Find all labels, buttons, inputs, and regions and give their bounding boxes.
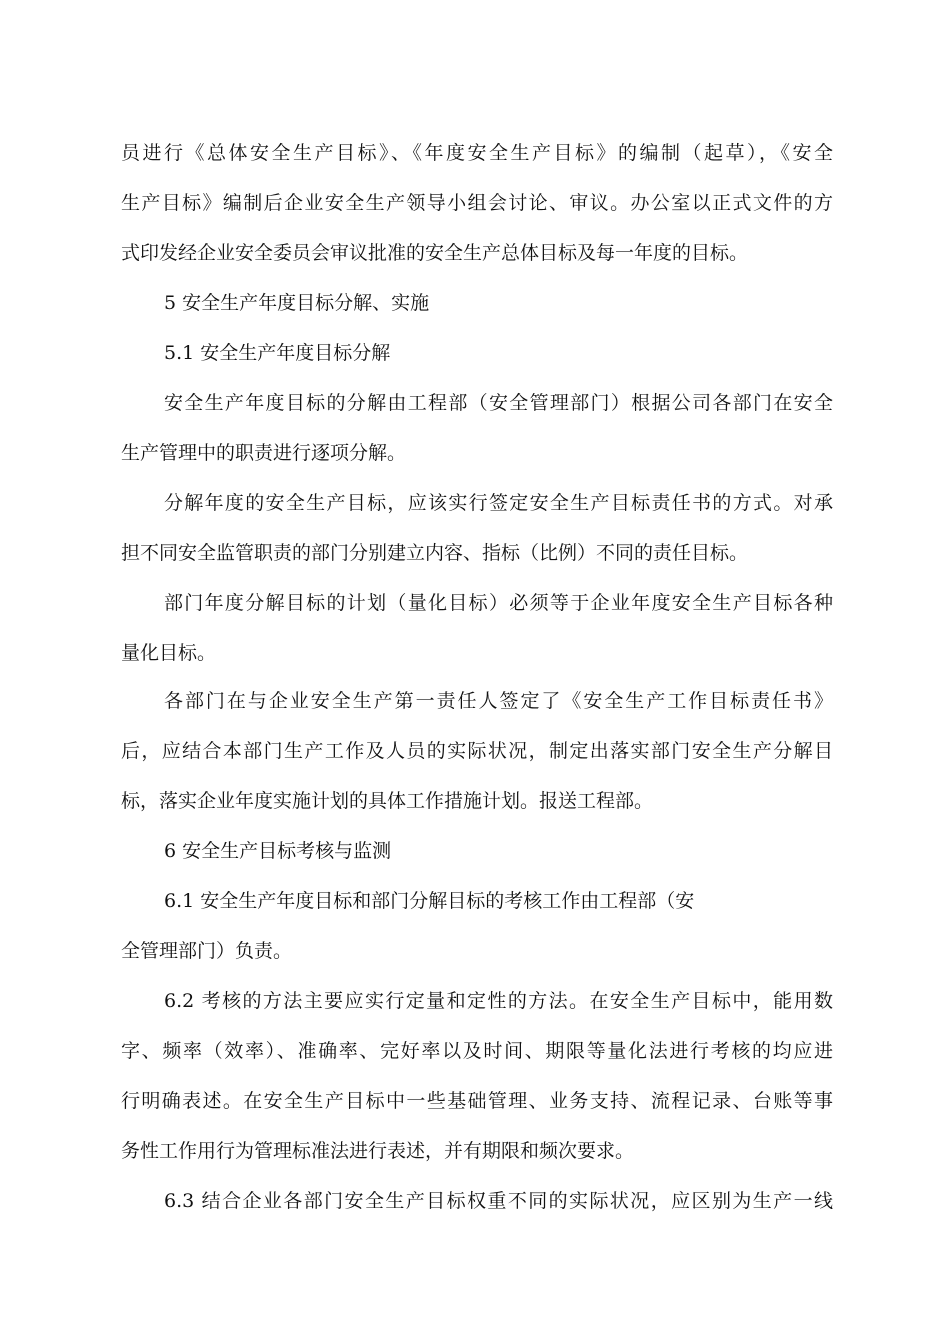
paragraph-line: 6.2 考核的方法主要应实行定量和定性的方法。在安全生产目标中，能用数 [164, 990, 833, 1012]
subsection-heading: 5.1 安全生产年度目标分解 [164, 342, 391, 364]
paragraph-line: 后，应结合本部门生产工作及人员的实际状况，制定出落实部门安全生产分解目 [121, 740, 833, 762]
paragraph-line: 生产目标》编制后企业安全生产领导小组会讨论、审议。办公室以正式文件的方 [121, 192, 833, 214]
paragraph-line: 量化目标。 [121, 642, 217, 664]
paragraph-line: 全管理部门）负责。 [121, 940, 293, 962]
paragraph-line: 分解年度的安全生产目标，应该实行签定安全生产目标责任书的方式。对承 [164, 492, 833, 514]
paragraph-line: 6.3 结合企业各部门安全生产目标权重不同的实际状况，应区别为生产一线 [164, 1190, 833, 1212]
paragraph-line: 标，落实企业年度实施计划的具体工作措施计划。报送工程部。 [121, 790, 654, 812]
paragraph-line: 各部门在与企业安全生产第一责任人签定了《安全生产工作目标责任书》 [164, 690, 833, 712]
paragraph-line: 担不同安全监管职责的部门分别建立内容、指标（比例）不同的责任目标。 [121, 542, 749, 564]
section-heading: 6 安全生产目标考核与监测 [164, 840, 392, 862]
paragraph-line: 行明确表述。在安全生产目标中一些基础管理、业务支持、流程记录、台账等事 [121, 1090, 833, 1112]
paragraph-line: 6.1 安全生产年度目标和部门分解目标的考核工作由工程部（安 [164, 890, 695, 912]
paragraph-line: 部门年度分解目标的计划（量化目标）必须等于企业年度安全生产目标各种 [164, 592, 833, 614]
paragraph-line: 员进行《总体安全生产目标》、《年度安全生产目标》的编制（起草），《安全 [121, 142, 833, 164]
paragraph-line: 生产管理中的职责进行逐项分解。 [121, 442, 407, 464]
paragraph-line: 式印发经企业安全委员会审议批准的安全生产总体目标及每一年度的目标。 [121, 242, 749, 264]
section-heading: 5 安全生产年度目标分解、实施 [164, 292, 430, 314]
paragraph-line: 安全生产年度目标的分解由工程部（安全管理部门）根据公司各部门在安全 [164, 392, 833, 414]
paragraph-line: 字、频率（效率）、准确率、完好率以及时间、期限等量化法进行考核的均应进 [121, 1040, 833, 1062]
paragraph-line: 务性工作用行为管理标准法进行表述，并有期限和频次要求。 [121, 1140, 635, 1162]
